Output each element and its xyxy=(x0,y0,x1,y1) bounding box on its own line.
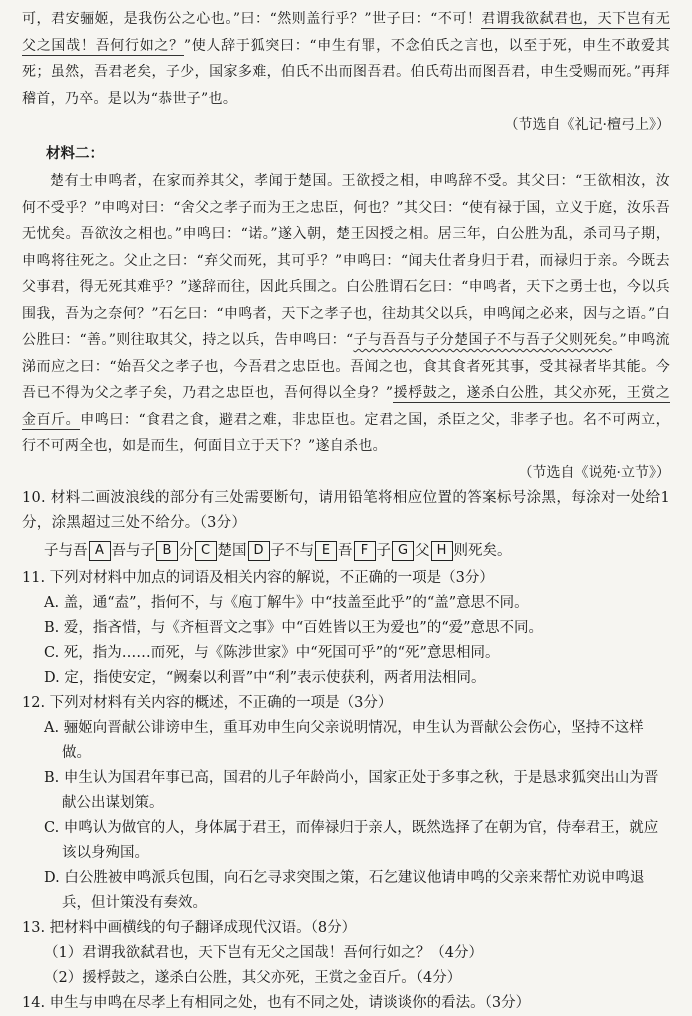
material2-passage xyxy=(22,168,670,460)
segment: 子不与 xyxy=(270,542,314,559)
option-d[interactable]: D. 白公胜被申鸣派兵包围，向石乞寻求突围之策，石乞建议他请申鸣的父亲来帮忙劝说申鸣退兵，但计策没有奏效。 xyxy=(44,869,645,911)
question-14 xyxy=(22,991,670,1016)
translation-item-2: （2）援桴鼓之，遂杀白公胜，其父亦死，王赏之金百斤。（4分） xyxy=(44,969,462,986)
material1-text-rest: ”使人辞于狐突曰：“申生有罪，不念伯氏之言也，以至于死，申生不敢爱其死；虽然，吾君老矣，子少，国家多难，伯氏不出而图吾君。伯氏苟出而图吾君，申生受赐而死。”再拜稽首，乃卒。是以为“恭世子”也。 xyxy=(22,37,670,107)
question-10 xyxy=(22,486,670,566)
material1-text: 可，君安骊姬，是我伤公之心也。”曰：“然则盖行乎？”世子曰：“不可！ xyxy=(22,11,482,27)
question-11 xyxy=(22,566,670,691)
answer-box-d[interactable]: D xyxy=(248,541,270,561)
segment: 吾 xyxy=(338,542,353,559)
option-b[interactable]: B. 申生认为国君年事已高，国君的儿子年龄尚小，国家正处于多事之秋，于是恳求狐突出山为晋献公出谋划策。 xyxy=(44,769,659,811)
option-a[interactable]: A. 骊姬向晋献公诽谤申生，重耳劝申生向父亲说明情况，申生认为晋献公会伤心，坚持不这样做。 xyxy=(44,719,644,761)
option-c[interactable]: C. 申鸣认为做官的人，身体属于君王，而俸禄归于亲人，既然选择了在朝为官，侍奉君王，就应该以身殉国。 xyxy=(44,819,659,861)
question-11-title: 11. 下列对材料中加点的词语及相关内容的解说，不正确的一项是（3分） xyxy=(22,569,494,586)
translation-item-1: （1）君谓我欲弑君也，天下岂有无父之国哉！吾何行如之？（4分） xyxy=(44,944,483,961)
answer-box-a[interactable]: A xyxy=(89,541,111,561)
segment: 则死矣。 xyxy=(453,542,512,559)
material2-heading: 材料二： xyxy=(46,145,104,162)
segment: 子 xyxy=(376,542,391,559)
material2-text-c: 申鸣曰：“食君之食，避君之难，非忠臣也。定君之国，杀臣之父，非孝子也。名不可两立，行不可两全也，如是而生，何面目立于天下？”遂自杀也。 xyxy=(22,411,670,454)
question-10-title: 10. 材料二画波浪线的部分有三处需要断句，请用铅笔将相应位置的答案标号涂黑，每涂对一处给1分，涂黑超过三处不给分。（3分） xyxy=(22,489,670,531)
material1-tail xyxy=(22,6,670,112)
segment: 分 xyxy=(179,542,194,559)
option-b[interactable]: B. 爱，指吝惜，与《齐桓晋文之事》中“百姓皆以王为爱也”的“爱”意思不同。 xyxy=(44,619,544,636)
option-a[interactable]: A. 盖，通“盍”，指何不，与《庖丁解牛》中“技盖至此乎”的“盖”意思不同。 xyxy=(44,594,529,611)
source-shuoyuan: （节选自《说苑·立节》） xyxy=(518,464,670,481)
source-liji: （节选自《礼记·檀弓上》） xyxy=(504,117,670,133)
question-13-title: 13. 把材料中画横线的句子翻译成现代汉语。（8分） xyxy=(22,919,357,936)
option-c[interactable]: C. 死，指为……而死，与《陈涉世家》中“死国可乎”的“死”意思相同。 xyxy=(44,644,500,661)
segment: 子与吾 xyxy=(44,542,88,559)
answer-box-e[interactable]: E xyxy=(315,541,337,561)
answer-box-f[interactable]: F xyxy=(354,541,376,561)
wavy-underlined-passage: 子与吾吾与子分楚国子不与吾子父则死矣 xyxy=(353,332,613,348)
segment: 吾与子 xyxy=(111,542,155,559)
option-d[interactable]: D. 定，指使安定，“阙秦以利晋”中“利”表示使获利，两者用法相同。 xyxy=(44,669,486,686)
question-12 xyxy=(22,691,670,916)
question-14-title: 14. 申生与申鸣在尽孝上有相同之处，也有不同之处，请谈谈你的看法。（3分） xyxy=(22,994,531,1011)
segment: 楚国 xyxy=(217,542,247,559)
underlined-sentence-2: 援桴鼓之，遂杀白公胜，其父亦死，王赏之金百斤。 xyxy=(22,385,670,428)
material2-text: 楚有士申鸣者，在家而养其父，孝闻于楚国。王欲授之相，申鸣辞不受。其父曰：“王欲相汝，汝何不受乎？”申鸣对曰：“舍父之孝子而为王之忠臣，何也？”其父曰：“使有禄于国，立义于庭，汝乐吾无忧矣。吾欲汝之相也。”申鸣曰：“诺。”遂入朝，楚王因授之相。居三年，白公胜为乱，杀司马子期，申鸣将往死之。父止之曰：“弃父而死，其可乎？”申鸣曰：“闻夫仕者身归于君，而禄归于亲。今既去父事君，得无死其难乎？”遂辞而往，因此兵围之。白公胜谓石乞曰：“申鸣者，天下之勇士也，今以兵围我，吾为之奈何？”石乞曰：“申鸣者，天下之孝子也，往劫其父以兵，申鸣闻之必来，因与之语。”白公胜曰：“善。”则往取其父，持之以兵，告申鸣曰：“ xyxy=(22,173,670,348)
answer-box-c[interactable]: C xyxy=(195,541,217,561)
underlined-sentence-1b: 无父之国哉！吾何行如之？ xyxy=(22,11,670,54)
punctuation-answer-row xyxy=(22,536,670,566)
question-13 xyxy=(22,916,670,991)
material2-text-b: 。”申鸣流涕而应之曰：“始吾父之孝子也，今吾君之忠臣也。吾闻之也，食其食者死其事，受其禄者毕其能。今吾已不得为父之孝子矣，乃君之忠臣也，吾何得以全身？” xyxy=(22,332,670,401)
answer-box-h[interactable]: H xyxy=(431,541,453,561)
segment: 父 xyxy=(415,542,430,559)
question-12-title: 12. 下列对材料有关内容的概述，不正确的一项是（3分） xyxy=(22,694,393,711)
answer-box-b[interactable]: B xyxy=(156,541,178,561)
underlined-sentence-1a: 君谓我欲弑君也，天下岂有 xyxy=(481,11,656,27)
answer-box-g[interactable]: G xyxy=(392,541,414,561)
